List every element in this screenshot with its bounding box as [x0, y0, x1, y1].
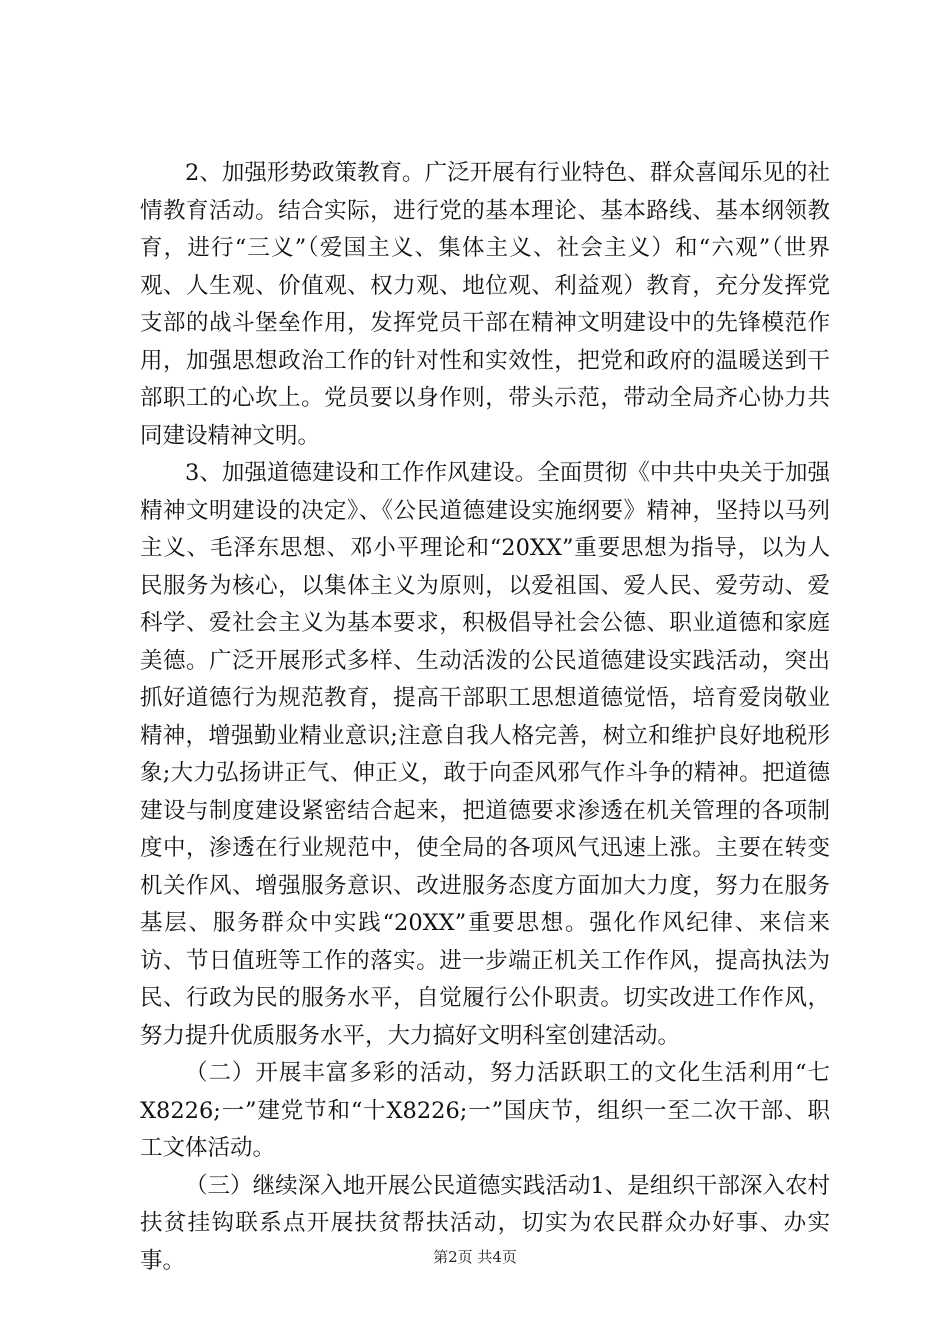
paragraph-situation-policy-education: 2、加强形势政策教育。广泛开展有行业特色、群众喜闻乐见的社情教育活动。结合实际，进行党的基本理论、基本路线、基本纲领教育，进行“三义”（爱国主义、集体主义、社会主义）和“六观”（世界观、人生观、价值观、权力观、地位观、利益观）教育，充分发挥党支部的战斗堡垒作用，发挥党员干部在精神文明建设中的先锋模范作用，加强思想政治工作的针对性和实效性，把党和政府的温暖送到干部职工的心坎上。党员要以身作则，带头示范，带动全局齐心协力共同建设精神文明。 [140, 160, 830, 449]
paragraph-cultural-activities: （二）开展丰富多彩的活动，努力活跃职工的文化生活利用“七X8226;一”建党节和“十X8226;一”国庆节，组织一至二次干部、职工文体活动。 [140, 1060, 830, 1161]
paragraph-moral-construction: 3、加强道德建设和工作作风建设。全面贯彻《中共中央关于加强精神文明建设的决定》、《公民道德建设实施纲要》精神，坚持以马列主义、毛泽东思想、邓小平理论和“20XX”重要思想为指导，以为人民服务为核心，以集体主义为原则，以爱祖国、爱人民、爱劳动、爱科学、爱社会主义为基本要求，积极倡导社会公德、职业道德和家庭美德。广泛开展形式多样、生动活泼的公民道德建设实践活动，突出抓好道德行为规范教育，提高干部职工思想道德觉悟，培育爱岗敬业精神，增强勤业精业意识;注意自我人格完善，树立和维护良好地税形象;大力弘扬讲正气、伸正义，敢于向歪风邪气作斗争的精神。把道德建设与制度建设紧密结合起来，把道德要求渗透在机关管理的各项制度中，渗透在行业规范中，使全局的各项风气迅速上涨。主要在转变机关作风、增强服务意识、改进服务态度方面加大力度，努力在服务基层、服务群众中实践“20XX”重要思想。强化作风纪律、来信来访、节日值班等工作的落实。进一步端正机关工作作风，提高执法为民、行政为民的服务水平，自觉履行公仆职责。切实改进工作作风，努力提升优质服务水平，大力搞好文明科室创建活动。 [140, 460, 830, 1049]
paragraph-civic-moral-practice: （三）继续深入地开展公民道德实践活动1、是组织干部深入农村扶贫挂钩联系点开展扶贫帮扶活动，切实为农民群众办好事、办实事。 [140, 1172, 830, 1274]
document-body [140, 155, 830, 1280]
page-number-footer: 第2页 共4页 [433, 1248, 517, 1266]
